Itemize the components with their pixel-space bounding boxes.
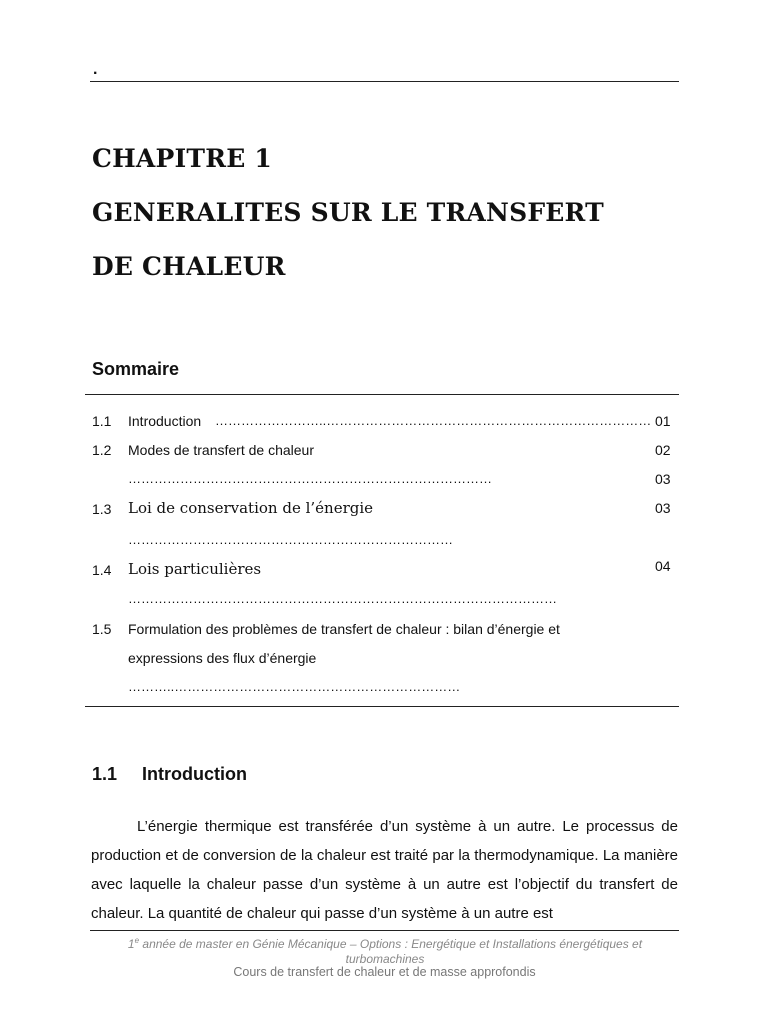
toc-text: expressions des flux d’énergie <box>128 650 317 666</box>
header-rule <box>90 81 679 82</box>
footer-rule <box>90 930 679 931</box>
toc-dots: ………..………………………………………………………… <box>128 679 461 694</box>
toc-number: 1.3 <box>92 501 112 517</box>
footer-course-title: Cours de transfert de chaleur et de masse approfondis <box>233 965 536 979</box>
toc-page: 03 <box>655 500 671 516</box>
toc-page: 02 <box>655 442 671 458</box>
header-mark: . <box>93 61 98 78</box>
chapter-title-line1: GENERALITES SUR LE TRANSFERT <box>92 198 604 227</box>
toc-page: 04 <box>655 558 671 574</box>
toc-dots: ……………………………………………………………………………………… <box>128 591 557 606</box>
footer-ordinal: 1 <box>127 937 135 951</box>
toc-dots: ………………………………………………………………………… <box>128 471 492 486</box>
toc-text: Lois particulières <box>128 560 262 578</box>
intro-paragraph <box>91 812 678 928</box>
chapter-title-line2: DE CHALEUR <box>92 252 286 281</box>
toc-text: Modes de transfert de chaleur <box>128 442 314 458</box>
toc-number: 1.2 <box>92 442 112 458</box>
sommaire-title: Sommaire <box>92 359 180 379</box>
toc-dots: ……………………..………………………………………………………………… <box>215 413 652 428</box>
section-title: Introduction <box>142 764 247 784</box>
toc-text: Introduction <box>128 413 202 429</box>
toc-number: 1.4 <box>92 562 112 578</box>
toc-number: 1.5 <box>92 621 112 637</box>
paragraph-text: L’énergie thermique est transférée d’un système à un autre. Le processus de production et de conversion de la chaleur est traité par la thermodynamique. La manière avec laquelle la chaleur passe d’un système à un autre est l’objectif du transfert de chaleur. La quantité de chaleur qui passe d’un système à un autre est <box>91 818 678 922</box>
chapter-number: CHAPITRE 1 <box>92 144 272 173</box>
toc-dots: ………………………………………………………………… <box>128 532 453 547</box>
sommaire-top-rule <box>85 394 679 395</box>
footer-program: année de master en Génie Mécanique – Options : Energétique et Installations énergétiques et turbomachines <box>139 937 643 966</box>
toc-page: 01 <box>655 413 671 429</box>
toc-number: 1.1 <box>92 413 112 429</box>
footer-course-info <box>110 933 660 967</box>
section-number: 1.1 <box>92 764 118 784</box>
toc-text: Formulation des problèmes de transfert de chaleur : bilan d’énergie et <box>128 621 560 637</box>
toc-page: 03 <box>655 471 671 487</box>
footer-ordinal-sup: e <box>134 936 140 945</box>
sommaire-bottom-rule <box>85 706 679 707</box>
toc-text: Loi de conservation de l’énergie <box>128 499 374 517</box>
